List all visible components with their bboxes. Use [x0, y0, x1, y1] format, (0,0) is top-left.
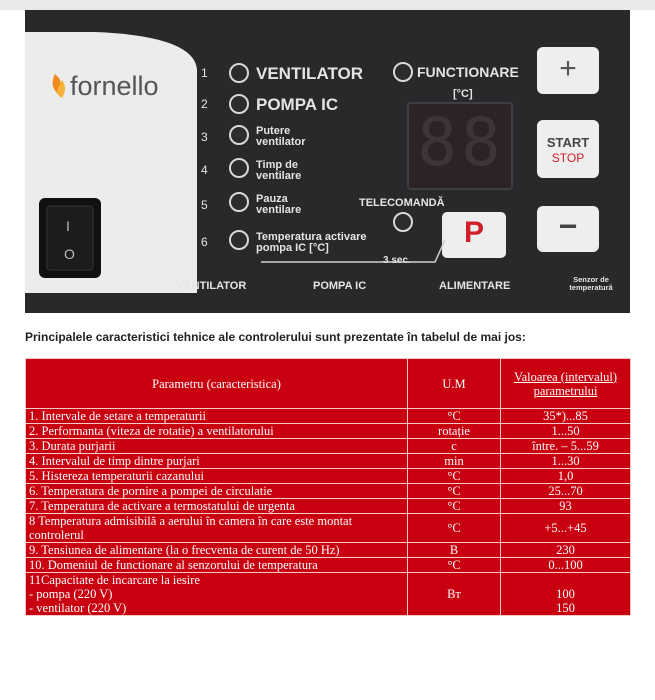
switch-off-mark: O — [64, 246, 75, 262]
stop-button-label[interactable]: STOP — [551, 151, 585, 165]
table-row — [26, 439, 631, 454]
row-11-value-pompa: 100 — [556, 587, 575, 601]
table-row — [26, 424, 631, 439]
row-8-unit: °C — [408, 514, 501, 543]
table-row — [26, 543, 631, 558]
row-9-param: 9. Tensiunea de alimentare (la o frecventa de curent de 50 Hz) — [26, 543, 408, 558]
table-row — [26, 469, 631, 484]
header-valoarea-text: Valoarea (intervalul) parametrului — [513, 369, 618, 398]
indicator-1-label: VENTILATOR — [256, 64, 364, 83]
table-row — [26, 409, 631, 424]
row-3-value: între. – 5...59 — [501, 439, 631, 454]
row-3-param: 3. Durata purjarii — [26, 439, 408, 454]
row-5-unit: °C — [408, 469, 501, 484]
bottom-label-alimentare: ALIMENTARE — [439, 280, 511, 292]
table-row — [26, 514, 631, 543]
indicator-1-number: 1 — [201, 66, 208, 80]
top-strip — [0, 0, 655, 10]
display-unit-label: [°C] — [453, 88, 473, 100]
row-4-unit: min — [408, 454, 501, 469]
row-2-param: 2. Performanta (viteza de rotatie) a ventilatorului — [26, 424, 408, 439]
bottom-label-pompa: POMPA IC — [313, 280, 367, 292]
row-6-value: 25...70 — [501, 484, 631, 499]
row-10-unit: °C — [408, 558, 501, 573]
row-2-unit: rotație — [408, 424, 501, 439]
row-8-value: +5...+45 — [501, 514, 631, 543]
controller-photo — [25, 10, 630, 313]
table-header-row — [26, 359, 631, 409]
row-4-value: 1...30 — [501, 454, 631, 469]
row-11-item-pompa: - pompa (220 V) — [29, 587, 113, 601]
spec-table — [25, 358, 631, 616]
row-9-value: 230 — [501, 543, 631, 558]
row-11-param — [26, 573, 408, 616]
indicator-3-label: Putere ventilator — [256, 125, 306, 148]
telecomanda-label: TELECOMANDĂ — [359, 197, 445, 209]
row-6-param: 6. Temperatura de pornire a pompei de circulatie — [26, 484, 408, 499]
row-4-param: 4. Intervalul de timp dintre purjari — [26, 454, 408, 469]
indicator-4-number: 4 — [201, 163, 208, 177]
indicator-5-label: Pauza ventilare — [256, 193, 302, 216]
row-8-param: 8 Temperatura admisibilă a aerului în camera în care este montat controlerul — [26, 514, 408, 543]
table-row — [26, 499, 631, 514]
sensor-label: Senzor de temperatură — [569, 275, 613, 292]
indicator-3-number: 3 — [201, 130, 208, 144]
table-row — [26, 454, 631, 469]
row-1-unit: °C — [408, 409, 501, 424]
p-button[interactable]: P — [463, 216, 484, 249]
indicator-6-label: Temperatura activare pompa IC [°C] — [256, 231, 367, 254]
indicator-2-label: POMPA IC — [256, 95, 339, 114]
row-7-param: 7. Temperatura de activare a termostatului de urgenta — [26, 499, 408, 514]
row-9-unit: В — [408, 543, 501, 558]
row-11-values — [501, 573, 631, 616]
row-2-value: 1...50 — [501, 424, 631, 439]
functionare-label: FUNCTIONARE — [417, 64, 519, 80]
row-11-title: 11Capacitate de incarcare la iesire — [29, 573, 200, 587]
header-parametru: Parametru (caracteristica) — [26, 359, 408, 409]
table-row — [26, 484, 631, 499]
hold-duration-label: 3 sec. — [383, 255, 411, 266]
brand-logo-text: fornello — [70, 71, 159, 101]
indicator-6-number: 6 — [201, 235, 208, 249]
row-7-unit: °C — [408, 499, 501, 514]
indicator-2-number: 2 — [201, 97, 208, 111]
row-1-param: 1. Intervale de setare a temperaturii — [26, 409, 408, 424]
row-11-unit: Вт — [408, 573, 501, 616]
row-11-item-ventilator: - ventilator (220 V) — [29, 601, 127, 615]
row-10-value: 0...100 — [501, 558, 631, 573]
table-row — [26, 573, 631, 616]
row-11-value-ventilator: 150 — [556, 601, 575, 615]
row-6-unit: °C — [408, 484, 501, 499]
switch-on-mark: I — [66, 218, 70, 234]
temperature-display: 88 — [417, 104, 505, 181]
header-valoarea — [501, 359, 631, 409]
row-5-param: 5. Histereza temperaturii cazanului — [26, 469, 408, 484]
minus-button[interactable]: − — [558, 208, 578, 244]
row-5-value: 1,0 — [501, 469, 631, 484]
plus-button[interactable]: + — [559, 52, 577, 85]
bottom-label-ventilator: VENTILATOR — [177, 280, 247, 292]
indicator-4-label: Timp de ventilare — [256, 159, 302, 182]
indicator-5-number: 5 — [201, 198, 208, 212]
row-1-value: 35*)...85 — [501, 409, 631, 424]
table-row — [26, 558, 631, 573]
intro-text: Principalele caracteristici tehnice ale controlerului sunt prezentate în tabelul de mai jos: — [25, 330, 526, 344]
row-10-param: 10. Domeniul de functionare al senzorului de temperatura — [26, 558, 408, 573]
header-um: U.M — [408, 359, 501, 409]
start-button-label[interactable]: START — [546, 135, 590, 150]
row-3-unit: c — [408, 439, 501, 454]
row-7-value: 93 — [501, 499, 631, 514]
